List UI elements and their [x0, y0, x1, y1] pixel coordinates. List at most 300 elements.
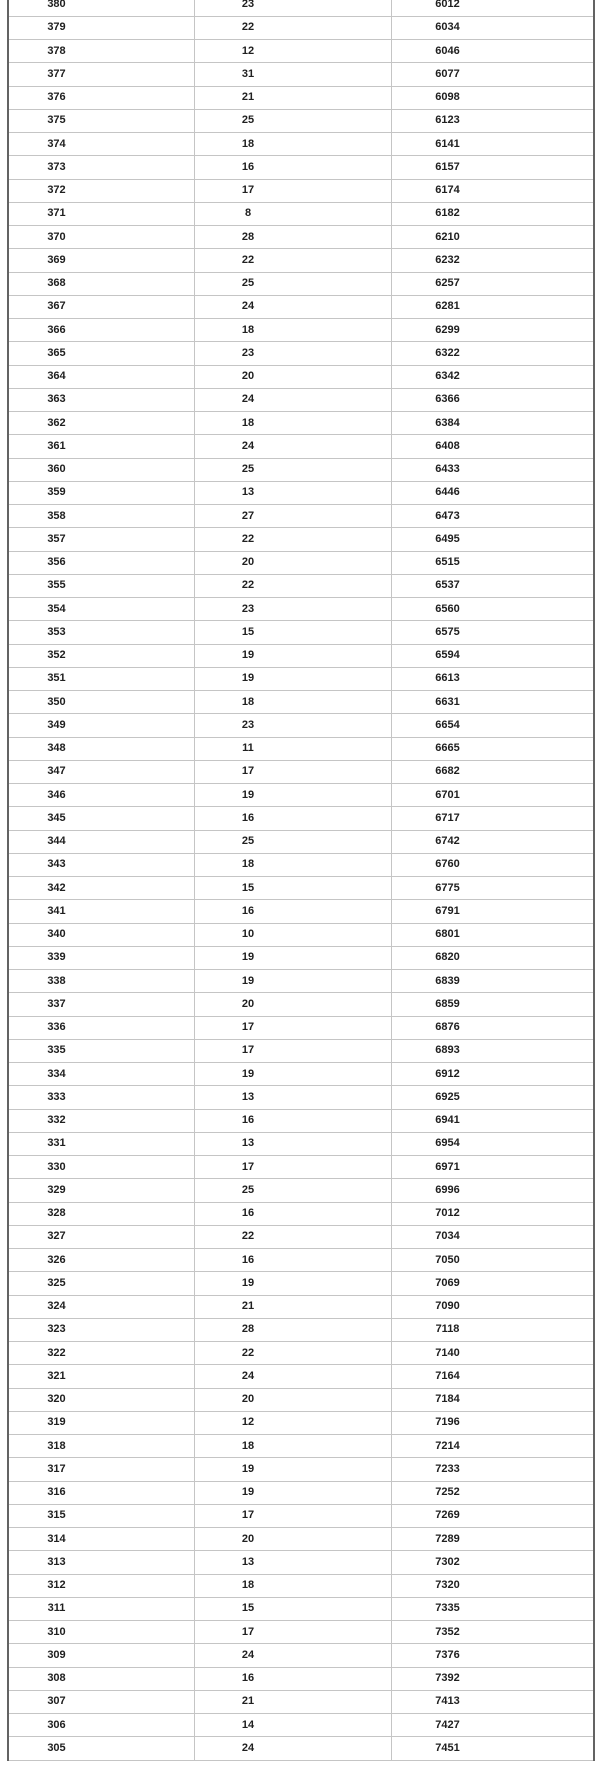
table-row	[9, 1458, 593, 1481]
table-row	[9, 435, 593, 458]
count-cell: 19	[195, 1272, 392, 1295]
table-row	[9, 621, 593, 644]
score-cell: 311	[9, 1598, 195, 1621]
cumulative-count-cell: 7233	[392, 1458, 593, 1481]
score-cell: 364	[9, 366, 195, 389]
cumulative-count-cell: 6996	[392, 1179, 593, 1202]
table-row	[9, 575, 593, 598]
score-cell: 354	[9, 598, 195, 621]
score-cell: 318	[9, 1435, 195, 1458]
cumulative-count-cell: 6912	[392, 1063, 593, 1086]
table-row	[9, 528, 593, 551]
score-cell: 330	[9, 1156, 195, 1179]
table-row	[9, 203, 593, 226]
score-cell: 335	[9, 1040, 195, 1063]
table-row	[9, 1203, 593, 1226]
score-cell: 373	[9, 156, 195, 179]
cumulative-count-cell: 6859	[392, 993, 593, 1016]
table-row	[9, 1551, 593, 1574]
cumulative-count-cell: 6760	[392, 854, 593, 877]
cumulative-count-cell: 6654	[392, 714, 593, 737]
count-cell: 31	[195, 63, 392, 86]
count-cell: 22	[195, 1342, 392, 1365]
count-cell: 27	[195, 505, 392, 528]
table-row	[9, 1249, 593, 1272]
count-cell: 19	[195, 970, 392, 993]
table-row	[9, 1179, 593, 1202]
score-cell: 315	[9, 1505, 195, 1528]
cumulative-count-cell: 7320	[392, 1575, 593, 1598]
cumulative-count-cell: 6613	[392, 668, 593, 691]
table-row	[9, 877, 593, 900]
count-cell: 19	[195, 947, 392, 970]
table-row	[9, 1017, 593, 1040]
cumulative-count-cell: 6515	[392, 552, 593, 575]
score-cell: 323	[9, 1319, 195, 1342]
score-cell: 378	[9, 40, 195, 63]
table-row	[9, 482, 593, 505]
table-row	[9, 1691, 593, 1714]
cumulative-count-cell: 6408	[392, 435, 593, 458]
count-cell: 20	[195, 993, 392, 1016]
table-row	[9, 1342, 593, 1365]
table-row	[9, 1389, 593, 1412]
score-cell: 376	[9, 87, 195, 110]
table-row	[9, 296, 593, 319]
score-cell: 329	[9, 1179, 195, 1202]
count-cell: 16	[195, 156, 392, 179]
cumulative-count-cell: 7376	[392, 1644, 593, 1667]
score-cell: 346	[9, 784, 195, 807]
table-row	[9, 1435, 593, 1458]
table-row	[9, 505, 593, 528]
count-cell: 25	[195, 273, 392, 296]
table-row	[9, 1621, 593, 1644]
score-cell: 316	[9, 1482, 195, 1505]
table-row	[9, 1110, 593, 1133]
score-cell: 368	[9, 273, 195, 296]
score-cell: 340	[9, 924, 195, 947]
cumulative-count-cell: 7352	[392, 1621, 593, 1644]
count-cell: 17	[195, 1040, 392, 1063]
score-cell: 331	[9, 1133, 195, 1156]
cumulative-count-cell: 6575	[392, 621, 593, 644]
cumulative-count-cell: 6281	[392, 296, 593, 319]
count-cell: 21	[195, 87, 392, 110]
table-row	[9, 226, 593, 249]
score-cell: 357	[9, 528, 195, 551]
count-cell: 19	[195, 668, 392, 691]
table-row	[9, 1365, 593, 1388]
score-cell: 379	[9, 17, 195, 40]
cumulative-count-cell: 6174	[392, 180, 593, 203]
score-cell: 317	[9, 1458, 195, 1481]
score-cell: 344	[9, 831, 195, 854]
score-cell: 326	[9, 1249, 195, 1272]
cumulative-count-cell: 6631	[392, 691, 593, 714]
cumulative-count-cell: 6742	[392, 831, 593, 854]
count-cell: 24	[195, 1644, 392, 1667]
score-cell: 358	[9, 505, 195, 528]
cumulative-count-cell: 7050	[392, 1249, 593, 1272]
cumulative-count-cell: 7302	[392, 1551, 593, 1574]
score-cell: 338	[9, 970, 195, 993]
cumulative-count-cell: 7069	[392, 1272, 593, 1295]
score-cell: 332	[9, 1110, 195, 1133]
count-cell: 24	[195, 1365, 392, 1388]
table-row	[9, 831, 593, 854]
count-cell: 16	[195, 807, 392, 830]
cumulative-count-cell: 6433	[392, 459, 593, 482]
score-cell: 341	[9, 900, 195, 923]
count-cell: 21	[195, 1296, 392, 1319]
cumulative-count-cell: 6299	[392, 319, 593, 342]
cumulative-count-cell: 6157	[392, 156, 593, 179]
score-cell: 359	[9, 482, 195, 505]
cumulative-count-cell: 6701	[392, 784, 593, 807]
cumulative-count-cell: 7140	[392, 1342, 593, 1365]
cumulative-count-cell: 6322	[392, 342, 593, 365]
score-cell: 324	[9, 1296, 195, 1319]
count-cell: 19	[195, 1482, 392, 1505]
cumulative-count-cell: 7335	[392, 1598, 593, 1621]
score-cell: 328	[9, 1203, 195, 1226]
cumulative-count-cell: 7034	[392, 1226, 593, 1249]
count-cell: 22	[195, 249, 392, 272]
score-cell: 363	[9, 389, 195, 412]
score-cell: 375	[9, 110, 195, 133]
cumulative-count-cell: 6123	[392, 110, 593, 133]
count-cell: 13	[195, 1086, 392, 1109]
table-row	[9, 1319, 593, 1342]
count-cell: 18	[195, 133, 392, 156]
score-cell: 352	[9, 645, 195, 668]
score-cell: 307	[9, 1691, 195, 1714]
score-cell: 371	[9, 203, 195, 226]
cumulative-count-cell: 6098	[392, 87, 593, 110]
count-cell: 19	[195, 1063, 392, 1086]
table-row	[9, 854, 593, 877]
cumulative-count-cell: 6232	[392, 249, 593, 272]
table-row	[9, 319, 593, 342]
score-cell: 353	[9, 621, 195, 644]
cumulative-count-cell: 7196	[392, 1412, 593, 1435]
count-cell: 19	[195, 784, 392, 807]
score-cell: 380	[9, 0, 195, 17]
count-cell: 24	[195, 1737, 392, 1760]
table-row	[9, 1644, 593, 1667]
table-row	[9, 738, 593, 761]
cumulative-count-cell: 7392	[392, 1668, 593, 1691]
count-cell: 17	[195, 1621, 392, 1644]
score-cell: 347	[9, 761, 195, 784]
score-cell: 365	[9, 342, 195, 365]
score-cell: 342	[9, 877, 195, 900]
count-cell: 25	[195, 1179, 392, 1202]
count-cell: 13	[195, 1133, 392, 1156]
cumulative-count-cell: 7214	[392, 1435, 593, 1458]
count-cell: 17	[195, 761, 392, 784]
table-row	[9, 389, 593, 412]
score-cell: 355	[9, 575, 195, 598]
count-cell: 18	[195, 854, 392, 877]
score-table	[7, 0, 595, 1761]
cumulative-count-cell: 6034	[392, 17, 593, 40]
count-cell: 24	[195, 435, 392, 458]
cumulative-count-cell: 6257	[392, 273, 593, 296]
table-row	[9, 668, 593, 691]
count-cell: 16	[195, 1110, 392, 1133]
table-row	[9, 412, 593, 435]
table-row	[9, 1528, 593, 1551]
cumulative-count-cell: 6665	[392, 738, 593, 761]
table-row	[9, 552, 593, 575]
table-row	[9, 1226, 593, 1249]
score-cell: 350	[9, 691, 195, 714]
table-row	[9, 459, 593, 482]
score-cell: 377	[9, 63, 195, 86]
count-cell: 15	[195, 621, 392, 644]
score-cell: 334	[9, 1063, 195, 1086]
score-cell: 351	[9, 668, 195, 691]
table-row	[9, 1505, 593, 1528]
table-row	[9, 87, 593, 110]
count-cell: 25	[195, 110, 392, 133]
count-cell: 25	[195, 459, 392, 482]
score-cell: 369	[9, 249, 195, 272]
count-cell: 23	[195, 714, 392, 737]
score-cell: 313	[9, 1551, 195, 1574]
score-cell: 308	[9, 1668, 195, 1691]
table-row	[9, 249, 593, 272]
cumulative-count-cell: 6717	[392, 807, 593, 830]
count-cell: 17	[195, 1505, 392, 1528]
table-row	[9, 40, 593, 63]
table-row	[9, 1737, 593, 1760]
score-cell: 310	[9, 1621, 195, 1644]
score-cell: 312	[9, 1575, 195, 1598]
cumulative-count-cell: 6210	[392, 226, 593, 249]
score-cell: 339	[9, 947, 195, 970]
table-row	[9, 1714, 593, 1737]
count-cell: 11	[195, 738, 392, 761]
cumulative-count-cell: 7090	[392, 1296, 593, 1319]
count-cell: 15	[195, 1598, 392, 1621]
cumulative-count-cell: 6594	[392, 645, 593, 668]
cumulative-count-cell: 7289	[392, 1528, 593, 1551]
score-cell: 327	[9, 1226, 195, 1249]
cumulative-count-cell: 6775	[392, 877, 593, 900]
count-cell: 18	[195, 412, 392, 435]
table-row	[9, 691, 593, 714]
cumulative-count-cell: 6182	[392, 203, 593, 226]
count-cell: 17	[195, 1017, 392, 1040]
score-table-body	[9, 0, 593, 1761]
count-cell: 22	[195, 17, 392, 40]
count-cell: 23	[195, 598, 392, 621]
score-cell: 345	[9, 807, 195, 830]
cumulative-count-cell: 6971	[392, 1156, 593, 1179]
cumulative-count-cell: 6537	[392, 575, 593, 598]
cumulative-count-cell: 7427	[392, 1714, 593, 1737]
count-cell: 19	[195, 645, 392, 668]
table-row	[9, 1412, 593, 1435]
count-cell: 18	[195, 1435, 392, 1458]
cumulative-count-cell: 6801	[392, 924, 593, 947]
cumulative-count-cell: 6384	[392, 412, 593, 435]
count-cell: 21	[195, 1691, 392, 1714]
count-cell: 12	[195, 40, 392, 63]
score-cell: 321	[9, 1365, 195, 1388]
score-cell: 361	[9, 435, 195, 458]
score-cell: 367	[9, 296, 195, 319]
cumulative-count-cell: 6342	[392, 366, 593, 389]
table-row	[9, 366, 593, 389]
count-cell: 24	[195, 389, 392, 412]
count-cell: 20	[195, 1389, 392, 1412]
count-cell: 13	[195, 1551, 392, 1574]
cumulative-count-cell: 6046	[392, 40, 593, 63]
table-row	[9, 598, 593, 621]
table-row	[9, 1482, 593, 1505]
score-cell: 374	[9, 133, 195, 156]
count-cell: 8	[195, 203, 392, 226]
cumulative-count-cell: 7118	[392, 1319, 593, 1342]
count-cell: 14	[195, 1714, 392, 1737]
table-row	[9, 784, 593, 807]
score-cell: 309	[9, 1644, 195, 1667]
count-cell: 18	[195, 691, 392, 714]
count-cell: 16	[195, 1668, 392, 1691]
count-cell: 10	[195, 924, 392, 947]
cumulative-count-cell: 6012	[392, 0, 593, 17]
table-row	[9, 63, 593, 86]
table-row	[9, 342, 593, 365]
cumulative-count-cell: 6954	[392, 1133, 593, 1156]
count-cell: 16	[195, 900, 392, 923]
score-cell: 333	[9, 1086, 195, 1109]
table-row	[9, 1575, 593, 1598]
table-row	[9, 947, 593, 970]
count-cell: 22	[195, 528, 392, 551]
cumulative-count-cell: 6473	[392, 505, 593, 528]
table-row	[9, 900, 593, 923]
count-cell: 22	[195, 1226, 392, 1249]
count-cell: 22	[195, 575, 392, 598]
cumulative-count-cell: 6141	[392, 133, 593, 156]
cumulative-count-cell: 7012	[392, 1203, 593, 1226]
cumulative-count-cell: 7184	[392, 1389, 593, 1412]
count-cell: 16	[195, 1203, 392, 1226]
score-cell: 320	[9, 1389, 195, 1412]
score-cell: 305	[9, 1737, 195, 1760]
count-cell: 20	[195, 552, 392, 575]
score-cell: 343	[9, 854, 195, 877]
score-cell: 319	[9, 1412, 195, 1435]
cumulative-count-cell: 6366	[392, 389, 593, 412]
table-row	[9, 807, 593, 830]
table-row	[9, 110, 593, 133]
cumulative-count-cell: 7269	[392, 1505, 593, 1528]
cumulative-count-cell: 6682	[392, 761, 593, 784]
cumulative-count-cell: 7413	[392, 1691, 593, 1714]
score-cell: 370	[9, 226, 195, 249]
cumulative-count-cell: 6495	[392, 528, 593, 551]
cumulative-count-cell: 6077	[392, 63, 593, 86]
score-cell: 314	[9, 1528, 195, 1551]
table-row	[9, 645, 593, 668]
cumulative-count-cell: 6446	[392, 482, 593, 505]
score-cell: 360	[9, 459, 195, 482]
count-cell: 13	[195, 482, 392, 505]
score-cell: 306	[9, 1714, 195, 1737]
count-cell: 28	[195, 226, 392, 249]
table-row	[9, 1598, 593, 1621]
count-cell: 20	[195, 1528, 392, 1551]
count-cell: 20	[195, 366, 392, 389]
cumulative-count-cell: 6941	[392, 1110, 593, 1133]
score-cell: 322	[9, 1342, 195, 1365]
count-cell: 12	[195, 1412, 392, 1435]
table-row	[9, 180, 593, 203]
count-cell: 18	[195, 319, 392, 342]
count-cell: 17	[195, 180, 392, 203]
count-cell: 25	[195, 831, 392, 854]
cumulative-count-cell: 6820	[392, 947, 593, 970]
cumulative-count-cell: 7451	[392, 1737, 593, 1760]
count-cell: 15	[195, 877, 392, 900]
score-cell: 337	[9, 993, 195, 1016]
score-cell: 362	[9, 412, 195, 435]
score-cell: 366	[9, 319, 195, 342]
table-row	[9, 970, 593, 993]
table-row	[9, 1086, 593, 1109]
score-cell: 325	[9, 1272, 195, 1295]
score-cell: 372	[9, 180, 195, 203]
table-row	[9, 1063, 593, 1086]
count-cell: 17	[195, 1156, 392, 1179]
table-row	[9, 924, 593, 947]
table-row	[9, 0, 593, 17]
cumulative-count-cell: 6876	[392, 1017, 593, 1040]
cumulative-count-cell: 6925	[392, 1086, 593, 1109]
count-cell: 23	[195, 0, 392, 17]
table-row	[9, 1668, 593, 1691]
table-row	[9, 993, 593, 1016]
table-row	[9, 761, 593, 784]
cumulative-count-cell: 6839	[392, 970, 593, 993]
table-row	[9, 714, 593, 737]
table-row	[9, 1156, 593, 1179]
table-row	[9, 133, 593, 156]
count-cell: 18	[195, 1575, 392, 1598]
score-cell: 349	[9, 714, 195, 737]
count-cell: 28	[195, 1319, 392, 1342]
score-cell: 336	[9, 1017, 195, 1040]
cumulative-count-cell: 6791	[392, 900, 593, 923]
count-cell: 16	[195, 1249, 392, 1272]
cumulative-count-cell: 6560	[392, 598, 593, 621]
table-row	[9, 1133, 593, 1156]
table-row	[9, 17, 593, 40]
score-cell: 356	[9, 552, 195, 575]
cumulative-count-cell: 7252	[392, 1482, 593, 1505]
count-cell: 19	[195, 1458, 392, 1481]
cumulative-count-cell: 7164	[392, 1365, 593, 1388]
score-cell: 348	[9, 738, 195, 761]
table-row	[9, 273, 593, 296]
table-row	[9, 156, 593, 179]
